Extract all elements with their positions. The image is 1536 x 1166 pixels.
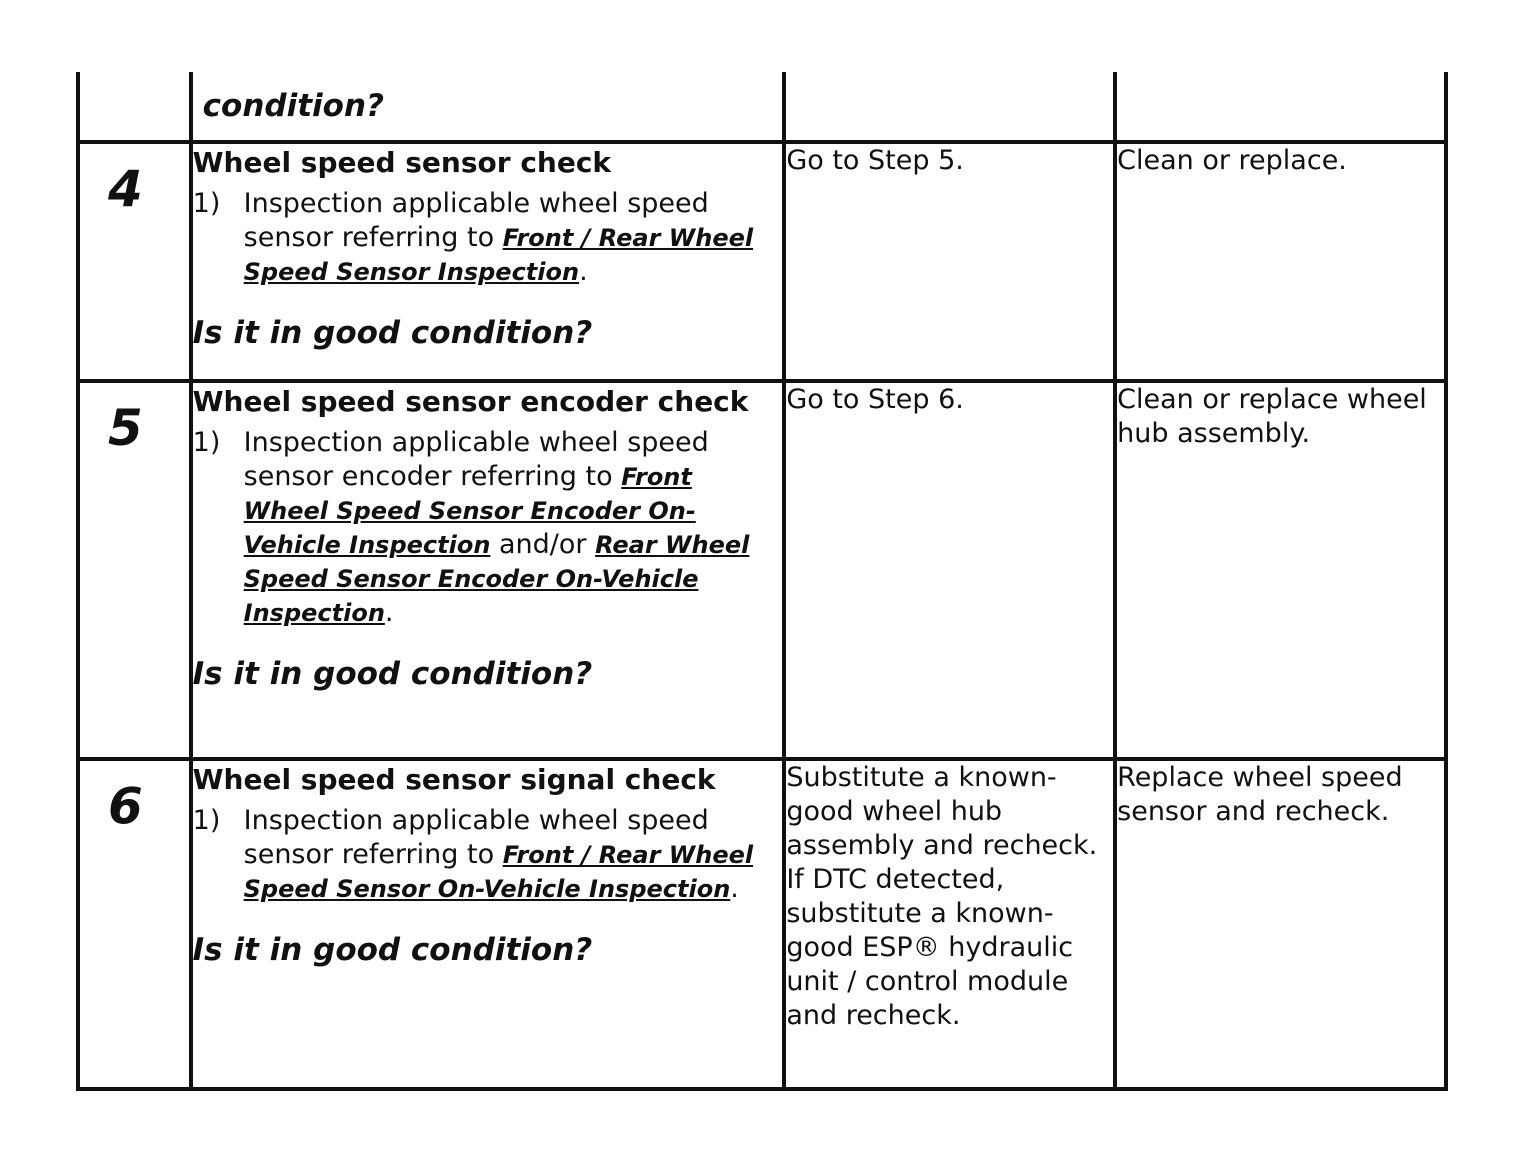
instruction-text: Inspection applicable wheel speed sensor referring to (243, 805, 709, 870)
no-action: Clean or replace wheel hub assembly. (1117, 384, 1427, 449)
step-title: Wheel speed sensor check (192, 146, 612, 179)
no-cell (1115, 142, 1446, 381)
step-cell (78, 759, 191, 1089)
continued-question: condition? (202, 88, 384, 124)
yes-cell (784, 759, 1115, 1089)
no-action: Replace wheel speed sensor and recheck. (1117, 762, 1403, 827)
step-question: Is it in good condition? (192, 932, 593, 968)
no-cell (1115, 72, 1446, 142)
step-title: Wheel speed sensor signal check (192, 763, 716, 796)
instruction-text: . (384, 597, 394, 628)
step-number: 5 (108, 399, 143, 457)
step-question: Is it in good condition? (192, 315, 593, 351)
yes-cell (784, 142, 1115, 381)
step-cell (78, 381, 191, 759)
step-number: 4 (108, 160, 143, 218)
step-cell (78, 142, 191, 381)
no-cell (1115, 381, 1446, 759)
instruction (193, 804, 783, 906)
instruction (193, 426, 783, 630)
step-number: 6 (108, 777, 143, 835)
step-question: Is it in good condition? (192, 656, 593, 692)
no-cell (1115, 759, 1446, 1089)
yes-action: Go to Step 6. (786, 384, 964, 415)
yes-action: Go to Step 5. (786, 145, 964, 176)
instruction-text: Inspection applicable wheel speed sensor encoder referring to (243, 427, 709, 492)
step-title: Wheel speed sensor encoder check (192, 385, 749, 418)
instruction-text: and/or (490, 529, 596, 560)
procedure-link[interactable]: Front / Rear Wheel Speed Sensor Inspection (243, 224, 754, 286)
table-row-step-5 (78, 381, 1446, 759)
procedure-link[interactable]: Front Wheel Speed Sensor Encoder On-Vehicle Inspection (243, 463, 696, 559)
table-row-step-6 (78, 759, 1446, 1089)
operation-cell (191, 759, 785, 1089)
instruction (193, 187, 783, 289)
no-action: Clean or replace. (1117, 145, 1347, 176)
instruction-text: . (730, 873, 739, 904)
table-row-continuation (78, 72, 1446, 142)
instruction-number: 1) (192, 188, 221, 219)
procedure-link[interactable]: Front / Rear Wheel Speed Sensor On-Vehicle Inspection (243, 841, 754, 903)
table-row-step-4 (78, 142, 1446, 381)
troubleshooting-table (76, 72, 1448, 1091)
operation-cell (191, 142, 785, 381)
instruction-number: 1) (192, 427, 221, 458)
operation-cell (191, 72, 785, 142)
yes-action: Substitute a known-good wheel hub assembly and recheck. If DTC detected, substitute a known-good ESP® hydraulic unit / control module and recheck. (786, 762, 1098, 1031)
procedure-link[interactable]: Rear Wheel Speed Sensor Encoder On-Vehicle Inspection (243, 531, 750, 627)
instruction-text: Inspection applicable wheel speed sensor referring to (243, 188, 709, 253)
step-cell (78, 72, 191, 142)
yes-cell (784, 381, 1115, 759)
operation-cell (191, 381, 785, 759)
yes-cell (784, 72, 1115, 142)
instruction-number: 1) (192, 805, 221, 836)
instruction-text: . (579, 256, 588, 287)
